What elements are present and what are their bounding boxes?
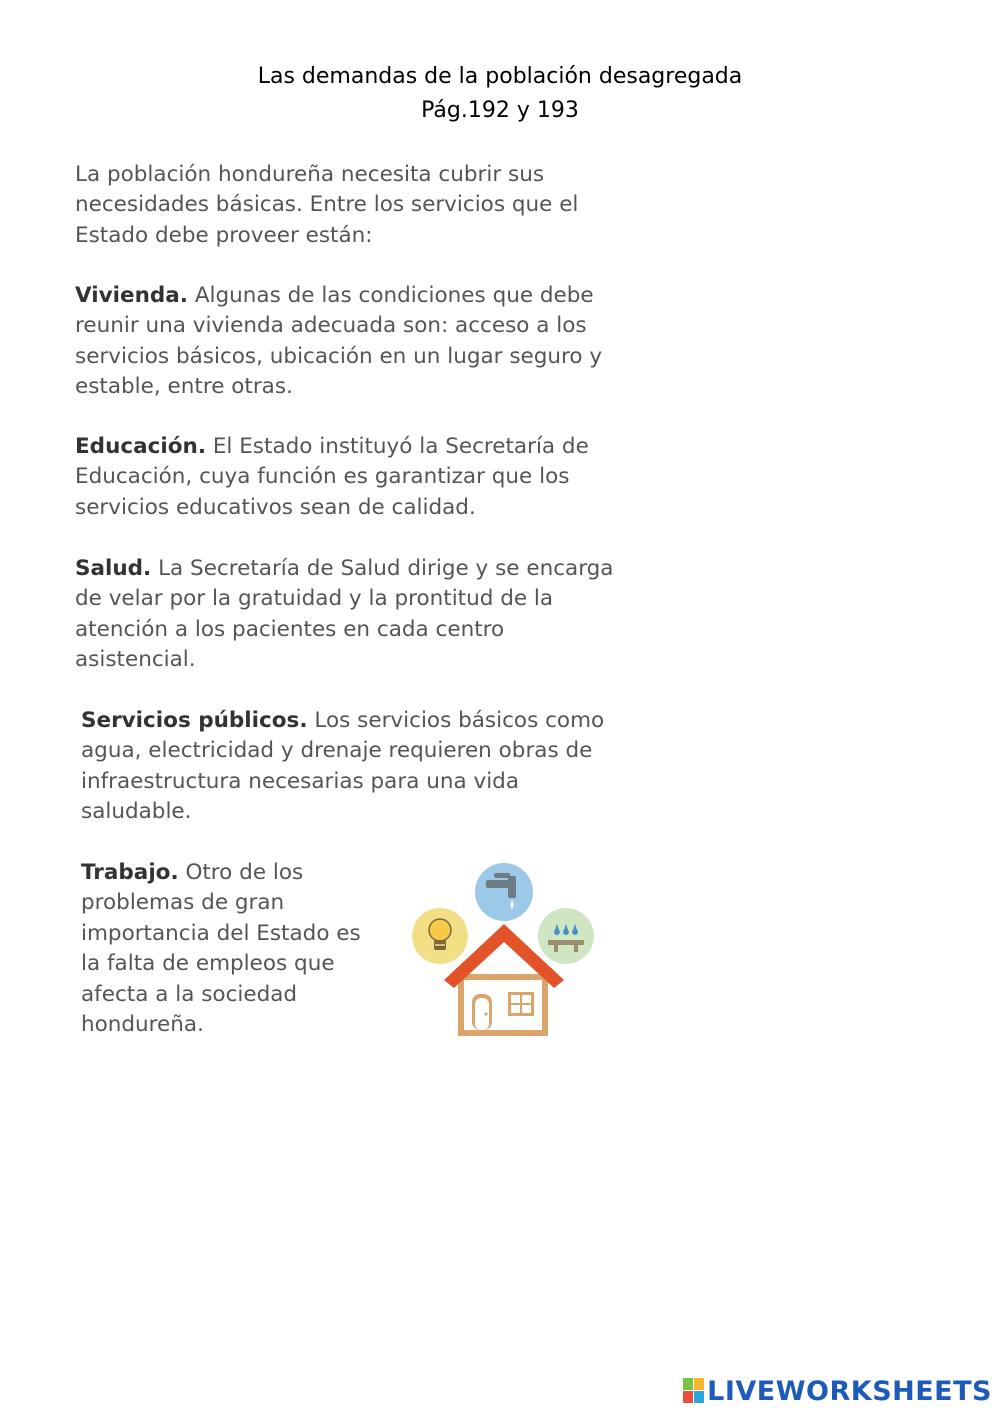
intro-paragraph — [75, 160, 578, 251]
section-text: afecta a la sociedad — [81, 981, 298, 1007]
section-servicios-publicos — [81, 706, 604, 828]
logo-text: LIVEWORKSHEETS — [707, 1375, 992, 1407]
section-text: hondureña. — [81, 1012, 204, 1038]
services-illustration — [408, 862, 600, 1040]
faucet-icon — [475, 863, 533, 921]
section-text: La Secretaría de Salud dirige y se encarga — [151, 556, 614, 581]
page-subtitle: Pág.192 y 193 — [421, 98, 579, 123]
section-text: asistencial. — [75, 647, 196, 673]
intro-line: necesidades básicas. Entre los servicios que el — [75, 192, 579, 218]
section-text: saludable. — [81, 799, 192, 825]
section-text: reunir una vivienda adecuada son: acceso a los — [75, 313, 587, 339]
section-text: de velar por la gratuidad y la prontitud de la — [75, 586, 554, 612]
section-heading: Salud. — [75, 556, 152, 581]
section-educacion — [75, 432, 589, 523]
drainage-icon — [538, 908, 594, 964]
intro-line: La población hondureña necesita cubrir sus — [75, 162, 545, 187]
section-trabajo — [81, 858, 361, 1040]
intro-line: Estado debe proveer están: — [75, 222, 373, 248]
section-text: Otro de los — [178, 860, 304, 885]
section-text: Los servicios básicos como — [307, 708, 605, 733]
section-text: Educación, cuya función es garantizar que los — [75, 464, 570, 490]
section-text: estable, entre otras. — [75, 374, 293, 400]
section-salud — [75, 554, 613, 676]
section-text: agua, electricidad y drenaje requieren obras de — [81, 738, 593, 764]
liveworksheets-logo[interactable] — [683, 1375, 992, 1407]
section-text: problemas de gran — [81, 890, 285, 916]
section-text: la falta de empleos que — [81, 951, 335, 977]
section-text: El Estado instituyó la Secretaría de — [206, 434, 589, 459]
section-text: servicios educativos sean de calidad. — [75, 494, 476, 520]
section-heading: Educación. — [75, 434, 206, 459]
logo-mark-icon — [683, 1378, 705, 1404]
section-text: importancia del Estado es — [81, 920, 361, 946]
section-heading: Trabajo. — [81, 860, 179, 885]
section-text: atención a los pacientes en cada centro — [75, 616, 505, 642]
section-text: servicios básicos, ubicación en un lugar seguro y — [75, 343, 603, 369]
section-vivienda — [75, 281, 602, 403]
section-heading: Vivienda. — [75, 283, 188, 308]
section-text: infraestructura necesarias para una vida — [81, 768, 519, 794]
section-heading: Servicios públicos. — [81, 708, 308, 733]
section-text: Algunas de las condiciones que debe — [187, 283, 594, 308]
lightbulb-icon — [412, 908, 468, 964]
page-title: Las demandas de la población desagregada — [257, 64, 743, 89]
